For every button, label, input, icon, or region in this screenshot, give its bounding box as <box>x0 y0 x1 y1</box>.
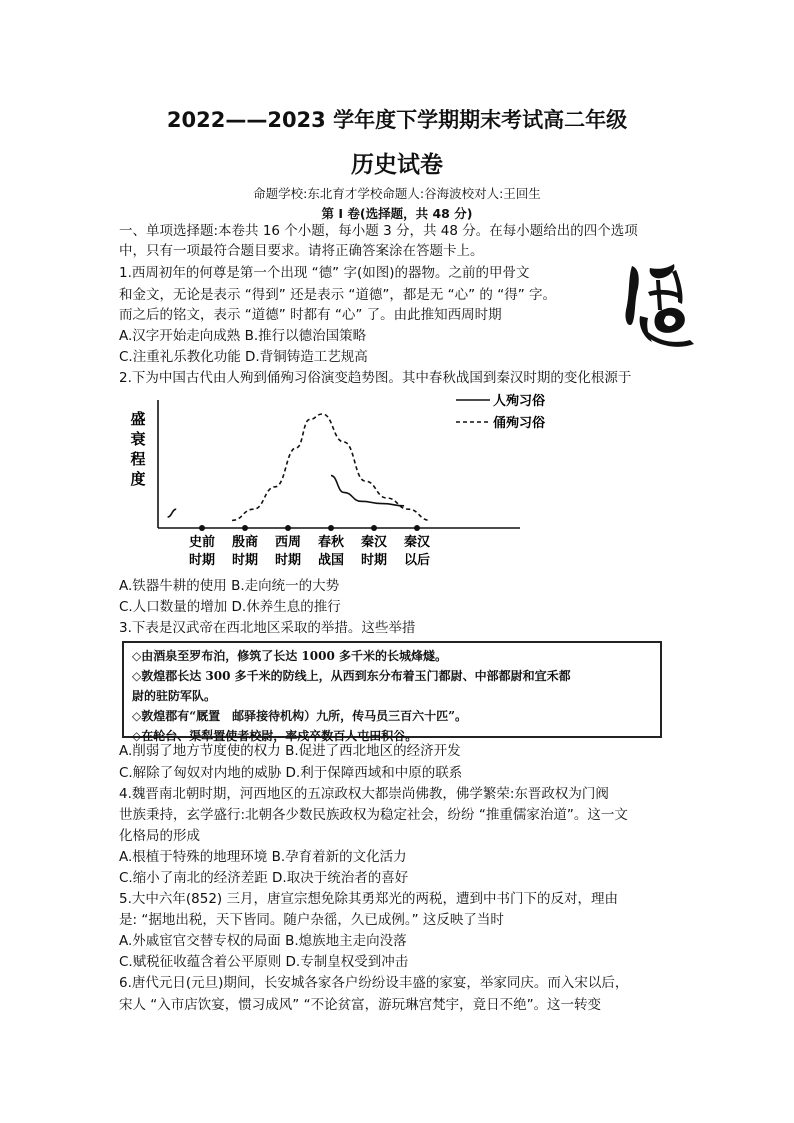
table-row: ◇由酒泉至罗布泊，修筑了长达 1000 多千米的长城烽燧。 <box>132 649 447 663</box>
q4-stem-line: 世族秉持，玄学盛行:北朝各少数民族政权为稳定社会，纷纷 “推重儒家治道”。这一文 <box>119 807 628 823</box>
x-tick <box>328 525 334 531</box>
instruction-line: 中，只有一项最符合题目要求。请将正确答案涂在答题卡上。 <box>119 243 484 259</box>
q5-stem-line: 是: “据地出税，天下皆同。随户杂徭，久已成例。” 这反映了当时 <box>119 912 504 928</box>
x-tick-label: 西周 <box>274 535 302 550</box>
series-line-yongxun <box>232 414 430 520</box>
q5-stem-line: 5.大中六年(852) 三月，唐宣宗想免除其勇郑光的两税，遭到中书门下的反对，理由 <box>119 891 618 907</box>
q5-options-cd: C.赋税征收蕴含着公平原则 D.专制皇权受到冲击 <box>119 954 409 970</box>
subject-title: 历史试卷 <box>351 152 443 178</box>
q3-measures-table <box>122 641 662 743</box>
y-axis-label-char: 衰 <box>130 430 146 448</box>
table-row: ◇在轮台、渠犁置使者校尉，率戍卒数百人屯田积谷。 <box>132 729 418 743</box>
q6-stem-line: 6.唐代元日(元旦)期间，长安城各家各户纷纷设丰盛的家宴，举家同庆。而入宋以后， <box>119 975 629 991</box>
q6-stem-line: 宋人 “入市店饮宴，惯习成风” “不论贫富，游玩琳宫梵宇，竟日不绝”。这一转变 <box>119 997 602 1013</box>
x-tick-label: 时期 <box>188 553 216 568</box>
table-row: 尉的驻防军队。 <box>132 689 217 703</box>
x-tick-label: 史前 <box>188 535 216 550</box>
q4-stem-line: 化格局的形成 <box>119 828 200 844</box>
q4-stem-line: 4.魏晋南北朝时期，河西地区的五凉政权大都崇尚佛教，佛学繁荣:东晋政权为门阀 <box>119 786 609 802</box>
y-axis-label <box>130 410 145 488</box>
x-tick-label: 殷商 <box>231 535 259 550</box>
q5-options-ab: A.外戚宦官交替专权的局面 B.熄族地主走向没落 <box>119 933 407 949</box>
series-line-renxun <box>331 476 404 506</box>
x-tick <box>242 525 248 531</box>
x-tick-label: 时期 <box>274 553 302 568</box>
x-tick-label: 秦汉 <box>403 535 431 550</box>
x-tick <box>414 525 420 531</box>
custom-trend-chart <box>126 388 566 578</box>
q3-options-ab: A.削弱了地方节度使的权力 B.促进了西北地区的经济开发 <box>119 743 461 759</box>
de-character-inscription-image <box>618 258 698 358</box>
q1-options-cd: C.注重礼乐教化功能 D.背铜铸造工艺规高 <box>119 349 368 365</box>
q2-options-cd: C.人口数量的增加 D.休养生息的推行 <box>119 599 341 615</box>
q3-stem: 3.下表是汉武帝在西北地区采取的举措。这些举措 <box>119 620 416 636</box>
q4-options-cd: C.缩小了南北的经济差距 D.取决于统治者的喜好 <box>119 870 409 886</box>
x-tick-label: 秦汉 <box>360 535 388 550</box>
series-line-renxun <box>168 509 177 517</box>
exam-title: 2022——2023 学年度下学期期末考试高二年级 <box>166 108 628 132</box>
q2-stem: 2.下为中国古代由人殉到俑殉习俗演变趋势图。其中春秋战国到秦汉时期的变化根源于 <box>119 370 632 386</box>
x-tick <box>199 525 205 531</box>
q1-options-ab: A.汉字开始走向成熟 B.推行以德治国策略 <box>119 328 367 344</box>
x-tick-label: 时期 <box>360 553 388 568</box>
y-axis-label-char: 度 <box>130 470 146 488</box>
y-axis-label-char: 盛 <box>130 410 146 428</box>
x-tick-label: 时期 <box>231 553 259 568</box>
legend-label: 俑殉习俗 <box>493 416 546 431</box>
x-tick-label: 战国 <box>317 553 345 568</box>
part-title: 第 I 卷(选择题，共 48 分) <box>321 206 473 221</box>
x-tick <box>371 525 377 531</box>
exam-meta: 命题学校:东北育才学校命题人:谷海波校对人:王回生 <box>253 186 541 201</box>
q1-stem-line: 而之后的铭文，表示 “道德” 时都有 “心” 了。由此推知西周时期 <box>119 307 502 323</box>
legend-label: 人殉习俗 <box>493 394 546 409</box>
q1-stem-line: 和金文，无论是表示 “得到” 还是表示 “道德”，都是无 “心” 的 “得” 字。 <box>119 287 556 303</box>
x-tick-label: 以后 <box>403 553 431 568</box>
table-row: ◇敦煌郡长达 300 多千米的防线上，从西到东分布着玉门都尉、中部都尉和宜禾都 <box>132 669 571 683</box>
y-axis-label-char: 程 <box>130 450 146 468</box>
table-row: ◇敦煌郡有“厩置 邮驿接待机构）九所，传马员三百六十匹”。 <box>132 709 468 723</box>
q2-options-ab: A.铁器牛耕的使用 B.走向统一的大势 <box>119 578 340 594</box>
q1-stem-line: 1.西周初年的何尊是第一个出现 “德” 字(如图)的器物。之前的甲骨文 <box>119 265 530 281</box>
q3-options-cd: C.解除了匈奴对内地的威胁 D.利于保障西域和中原的联系 <box>119 765 463 781</box>
instruction-line: 一、单项选择题:本卷共 16 个小题，每小题 3 分，共 48 分。在每小题给出的四个选项 <box>119 223 638 239</box>
x-tick <box>285 525 291 531</box>
q4-options-ab: A.根植于特殊的地理环境 B.孕育着新的文化活力 <box>119 849 407 865</box>
x-tick-label: 春秋 <box>317 535 345 550</box>
